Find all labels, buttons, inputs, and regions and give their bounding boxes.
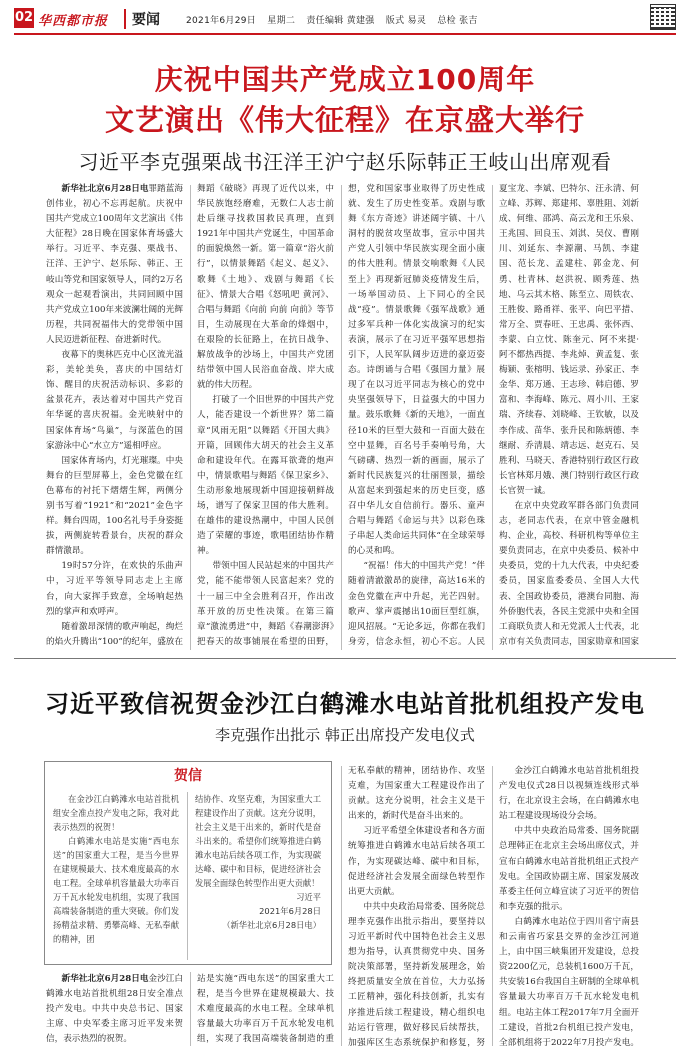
- column-divider: [341, 185, 342, 650]
- paragraph: 站是实施“西电东送”的国家重大工程，是当今世界在建规模最大、技术难度最高的水电工程。全球单机容量最大功率百万千瓦水轮发电机组，实现了我国高端装备制造的重: [197, 974, 334, 1045]
- column-divider: [190, 185, 191, 650]
- paragraph: 夏宝龙、李斌、巴特尔、汪永清、何立峰、苏辉、郑建邦、辜胜阻、刘新成、何维、邵鸿、高云龙和王乐泉、王兆国、回良玉、刘淇、吴仪、曹刚川、刘延东、李源潮、马凯、李建国、范长龙、孟建柱、郭金龙、何勇、杜青林、赵洪祝、顾秀莲、热地、乌云其木格、陈至立、周铁农、王胜俊、路甬祥、张平、向巴平措、常万全、贾春旺、王忠禹、张怀西、李蒙、白立忱、陈奎元、阿不来提·阿不都热西提、李兆焯、黄孟复、张梅颖、张榕明、钱运录、孙家正、李金华、郑万通、王志珍、韩启德、罗富和、李海峰、陈元、周小川、王家瑞、齐续春、刘晓峰、王钦敏，以及李作成、苗华、张升民和陈炳德、李继耐、乔清晨、靖志远、赵克石、吴胜利、马晓天、香港特别行政区行政长官林郑月娥、澳门特别行政区行政长官贺一诚。: [499, 184, 639, 496]
- paragraph: 白鹤滩水电站是实施“西电东送”的国家重大工程，是当今世界在建规模最大、技术难度最高的水电工程。全球单机容量最大功率百万千瓦水轮发电机组，实现了我国高端装备制造的重大突破。你们发扬精益求精、勇攀高峰、无私奉献的精神，团: [53, 836, 179, 944]
- issue-weekday: 星期二: [267, 16, 296, 26]
- lead-column-4: [499, 182, 639, 650]
- letter-column-2: [195, 792, 321, 960]
- paragraph: 习近平希望全体建设者和各方面统筹推进白鹤滩水电站后续各项工作，为实现碳达峰、碳中和目标，促进经济社会发展全面绿色转型作出更大贡献。: [348, 826, 485, 897]
- letter-body: [53, 792, 323, 960]
- masthead-rule: [14, 33, 676, 35]
- letter-signature: 习近平: [296, 892, 321, 902]
- second-headline: 习近平致信祝贺金沙江白鹤滩水电站首批机组投产发电: [45, 690, 645, 718]
- section-title: 要闻: [124, 9, 160, 29]
- masthead: [14, 8, 676, 30]
- paragraph: 夜幕下的奥林匹克中心区流光溢彩，美轮美奂，喜庆的中国结灯饰、醒目的庆祝活动标识、多彩的盆景花卉，表达着对中国共产党百年华诞的喜庆祝福。金光映射中的国家体育场“鸟巢”，与深蓝色的国家游泳中心“水立方”遥相呼应。: [46, 350, 183, 451]
- second-subheadline: 李克强作出批示 韩正出席投产发电仪式: [215, 726, 475, 744]
- page-number: 02: [14, 8, 34, 28]
- paragraph: 金沙江白鹤滩水电站首批机组投产发电仪式28日以视频连线形式举行，在北京设主会场，在白鹤滩水电站工程建设现场设分会场。: [499, 766, 639, 822]
- issue-date: 2021年6月29日: [186, 16, 257, 26]
- column-divider: [492, 185, 493, 650]
- congratulatory-letter-box: [44, 761, 332, 965]
- qr-code-icon[interactable]: [650, 4, 676, 30]
- paragraph: 19时57分许，在欢快的乐曲声中，习近平等领导同志走上主席台，向大家挥手致意，全场响起热烈的掌声和欢呼声。: [46, 561, 183, 617]
- column-divider: [190, 972, 191, 1046]
- letter-date: 2021年6月28日: [259, 906, 321, 916]
- letter-title: 贺信: [174, 768, 202, 784]
- paragraph: 随着激昂深情的歌声响起，绚烂的焰火升腾出“100”的纪年，盛放在: [46, 621, 183, 647]
- paragraph: 打破了一个旧世界的中国共产党人，能否建设一个新世界？第二篇章“风雨无阻”以舞蹈《开国大典》开篇，回顾伟大胡天的社会主义革命和建设年代。在露耳欲聋的炮声中，情景歌唱与舞蹈《保卫家乡》、生动形象地展现新中国迎接朝鲜战场，谱写了保家卫国的伟大胜利。在雄伟的建设热潮中，中国人民创造了荣耀的事迹，歌唱团结协作精神。: [197, 395, 334, 557]
- paragraph: [46, 1047, 183, 1048]
- edition-info: [186, 13, 486, 26]
- editor-credit: 责任编辑 黄建强: [306, 16, 375, 26]
- lead-column-3: [348, 182, 485, 650]
- letter-source: （新华社北京6月28日电）: [222, 920, 321, 930]
- second-column-2: [197, 972, 334, 1048]
- lead-column-1: [46, 182, 183, 650]
- paragraph: 舞蹈《破晓》再现了近代以来，中华民族饱经磨难，无数仁人志士前赴后继寻找救国救民真理，直到1921年中国共产党诞生，中国革命的面貌焕然一新。第一篇章“浴火前行”，以情景舞蹈《起义、起义》、歌舞《土地》、戏剧与舞蹈《长征》、情景大合唱《怒吼吧 黄河》、合唱与舞蹈《向前 向前 向前》等节目，生动展现在大革命的烽烟中，在艰险的长征路上，在抗日战争、解放战争的沙场上，中国共产党团结带领中国人民浴血奋战、岸大成就的伟大历程。: [197, 184, 334, 391]
- paragraph: “祝福！伟大的中国共产党！”伴随着清澈激昂的旋律，高达16米的金色党徽在声中升起，光芒四射。歌声、掌声震撼出10面巨型红旗，迎风招展。“无论多远，你都在我们身旁，信念永恒，初心不忘。人民: [348, 561, 485, 647]
- paragraph: 想，党和国家事业取得了历史性成就、发生了历史性变革。戏剧与歌舞《东方奇迹》讲述阔宇镇、十八洞村的脱贫攻坚故事，宣示中国共产党人引领中华民族实现全面小康的伟大胜利。情景交响歌舞《人民至上》再现新冠肺炎疫情发生后，一场举国动员、上下同心的全民战“疫”。情景歌舞《强军战歌》通过多军兵种一体化实战演习的纪实表演，展示了在习近平强军思想指引下，人民军队阔步迈进的豪迈姿态。诗朗诵与合唱《强国力量》展现了在以习近平同志为核心的党中央坚强领导下，日益强大的中国力量。鼓乐歌舞《新的天地》，一面直径10米的巨型大鼓和一百面大鼓在空中显舞，百名号手奏响号角，大气磅礴、热烈一新的画面，展示了新时代民族复兴的壮丽图景，描绘从富起来到强起来的历史巨变，感召中华儿女自信前行。器乐、童声合唱与舞蹈《命运与共》以彩色珠子串起人类命运共同体“在全球荣辱的心灵和鸣。: [348, 184, 485, 557]
- paragraph: 罪踏蓝海创伟业，初心不忘再起航。庆祝中国共产党成立100周年文艺演出《伟大征程》28日晚在国家体育场盛大举行。习近平、李克强、栗战书、汪洋、王沪宁、赵乐际、韩正、王岐山等党和国家领导人，同约2万名观众一起观看演出，共同回顾中国共产党成立100年来波澜壮阔的光辉历程，共同祝福伟大的党带领中国人民迈进新征程、奋进新时代。: [46, 184, 183, 345]
- paragraph: 中共中央政治局常委、国务院总理李克强作出批示指出，要坚持以习近平新时代中国特色社会主义思想为指导，认真贯彻党中央、国务院决策部署，坚持新发展理念，始终把质量安全放在首位，大力弘扬工匠精神，强化科技创新，扎实有序推进后续工程建设，精心组织电站运行管理，做好移民后续帮扶，加强库区生态系统保护和修复，努: [348, 901, 485, 1048]
- paragraph: 白鹤滩水电站位于四川省宁南县和云南省巧家县交界的金沙江河道上，由中国三峡集团开发建设，总投资2200亿元，总装机1600万千瓦，共安装16台我国自主研制的全球单机容量最大功率百万千瓦水轮发电机组。电站主体工程2017年7月全面开工建设，首批2台机组已投产发电，全部机组将于2022年7月投产发电。: [499, 916, 639, 1048]
- column-divider: [187, 792, 188, 960]
- lead-headline-line2: 文艺演出《伟大征程》在京盛大举行: [104, 103, 585, 137]
- dateline: 新华社北京6月28日电: [61, 184, 149, 194]
- paragraph: 在京中央党政军群各部门负责同志，老同志代表，在京中管金融机构、企业，高校、科研机构等单位主要负责同志，在京中央委员、候补中央委员，党的十九大代表，中央纪委委员，国家监委委员、全国人大代表、全国政协委员，港澳台同胞、海外侨胞代表，各民主党派中央和全国工商联负责人和无党派人士代表，北京市有关负责同志，国家勋章和国家: [499, 500, 639, 647]
- proofreader-credit: 总检 张吉: [437, 16, 478, 26]
- lead-column-2: [197, 182, 334, 650]
- paragraph: 在金沙江白鹤滩水电站首批机组安全准点投产发电之际，我对此表示热烈的祝贺！: [53, 794, 179, 832]
- lead-subheadline: 习近平李克强栗战书汪洋王沪宁赵乐际韩正王岐山出席观看: [78, 150, 612, 174]
- paragraph: 中共中央政治局常委、国务院副总理韩正在北京主会场出席仪式，并宣布白鹤滩水电站首批机组正式投产发电。全国政协副主席、国家发展改革委主任何立峰宣读了习近平的贺信和李克强的批示。: [499, 826, 639, 912]
- letter-column-1: [53, 792, 179, 960]
- lead-headline-line1: 庆祝中国共产党成立100周年: [154, 63, 536, 96]
- second-column-3: [348, 764, 485, 1048]
- dateline: 新华社北京6月28日电: [61, 974, 149, 984]
- paper-name: 华西都市报: [38, 14, 109, 29]
- column-divider: [492, 766, 493, 1046]
- second-column-1: [46, 972, 183, 1048]
- paragraph: 金沙江白鹤滩水电站首批机组28日安全准点投产发电。中共中央总书记、国家主席、中央军委主席习近平发来贺信，表示热烈的祝贺。: [46, 974, 183, 1045]
- paragraph: 带领中国人民站起来的中国共产党，能不能带领人民富起来？党的十一届三中全会胜利召开，作出改革开放的历史性决策。在第三篇章“激流勇进”中，舞蹈《春潮澎湃》把春天的故事铺展在希望的田野，: [197, 561, 334, 647]
- paragraph: 结协作、攻坚克难，为国家重大工程建设作出了贡献。这充分说明，社会主义是干出来的，新时代是奋斗出来的。希望你们统筹推进白鹤滩水电站后续各项工作，为实现碳达峰、碳中和目标，促进经济社会发展全面绿色转型作出更大贡献！: [195, 794, 321, 888]
- paragraph: 国家体育场内，灯光璀璨。中央舞台的巨型屏幕上，金色党徽在红色幕布的衬托下熠熠生辉，两侧分别书写着“1921”和“2021”金色字样。舞台四周，100名礼号手身姿挺拔，两侧旋转看景台，庆祝的群众群情激昂。: [46, 455, 183, 557]
- paragraph: 无私奉献的精神，团结协作、攻坚克难，为国家重大工程建设作出了贡献。这充分说明，社会主义是干出来的，新时代是奋斗出来的。: [348, 766, 485, 822]
- designer-credit: 版式 易灵: [385, 16, 427, 26]
- second-column-4: [499, 764, 639, 1048]
- column-divider: [341, 766, 342, 1046]
- section-divider: [14, 658, 676, 659]
